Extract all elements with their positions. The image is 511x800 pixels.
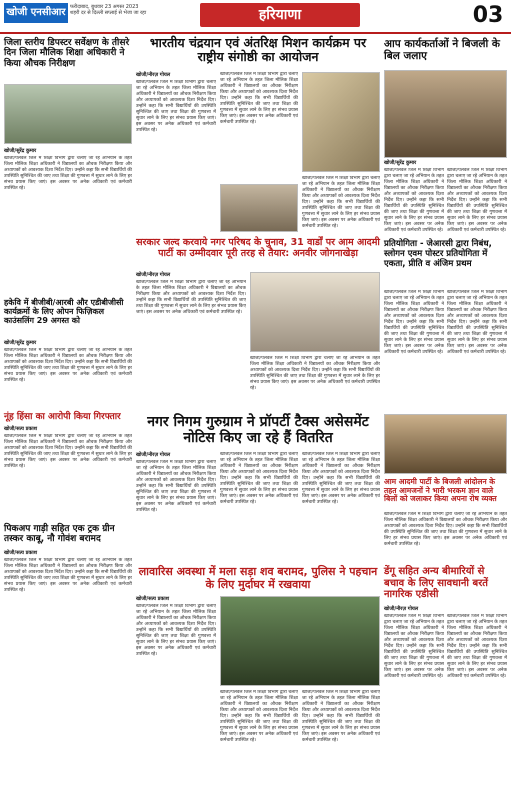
byline-a10: खोजी/सत्य प्रकाश	[4, 550, 38, 556]
byline-a4: खोजी/सुरेंद्र कुमार	[4, 340, 37, 346]
headline-a1: जिला स्तरीय डिपस्टर सर्वेक्षण के तीसरे दिन जिला मौलिक शिक्षा अधिकारी ने किया औचक निरीक्षण	[4, 38, 130, 69]
headline-a4: हकेवि में बीजीबी/आरबी और एडीबीजीसी कार्यक्रमों के लिए ओपन फिज़िकल काउंसलिंग 29 अगस्त को	[4, 298, 124, 326]
byline-a3: खोजी/सुरेंद्र कुमार	[384, 160, 417, 166]
headline-a11: लावारिस अवस्था में मला सड़ा शव बरामद, पुलिस ने पहचान के लिए मुर्दाघर में रखवाया	[138, 565, 378, 591]
photo-a2-stage	[220, 184, 298, 232]
newspaper-logo: खोजी एनसीआर	[4, 3, 68, 23]
photo-a11	[220, 596, 380, 686]
byline-a11: खोजी/सत्य प्रकाश	[136, 596, 170, 602]
headline-a9: आम आदमी पार्टी के बिजली आंदोलन के तहत आमजनों ने भारी भरकम ज्ञान वाले बिलों को जलाकर किया अपना रोष व्यक्त	[384, 477, 497, 504]
byline-a5: खोजी/नीरज़ गोयल	[136, 272, 171, 278]
body-a1: खोजी/पलवल जिले में शिक्षा विभाग द्वारा चलाए जा रहे अभियान के तहत जिला मौलिक शिक्षा अधिकारी ने विद्यालयों का औचक निरीक्षण किया और अध्यापकों को आवश्यक दिशा निर्देश दिए। उन्होंने कहा कि सभी विद्यार्थियों की उपस्थिति सुनिश्चित की जाए तथा शिक्षा की गुणवत्ता में सुधार लाने के लिए हर संभव प्रयास किए जाएं। इस अवसर पर अनेक अधिकारी एवं कर्मचारी उपस्थित रहे।	[4, 156, 132, 191]
byline-a2: खोजी/नीरज़ गोयल	[136, 72, 171, 78]
body-a5-col1: खोजी/पलवल जिले में शिक्षा विभाग द्वारा चलाए जा रहे अभियान के तहत जिला मौलिक शिक्षा अधिकारी ने विद्यालयों का औचक निरीक्षण किया और अध्यापकों को आवश्यक दिशा निर्देश दिए। उन्होंने कहा कि सभी विद्यार्थियों की उपस्थिति सुनिश्चित की जाए तथा शिक्षा की गुणवत्ता में सुधार लाने के लिए हर संभव प्रयास किए जाएं। इस अवसर पर अनेक अधिकारी एवं कर्मचारी उपस्थित रहे।	[136, 280, 246, 315]
dateline-text: फरीदाबाद, बुधवार 23 अगस्त 2023	[70, 4, 139, 10]
photo-a3	[384, 70, 507, 158]
headline-a2: भारतीय चंद्रयान एवं अंतरिक्ष मिशन कार्यक्रम पर राष्ट्रीय संगोष्ठी का आयोजन	[149, 35, 367, 65]
byline-a8: खोजी/नीरज़ गोयल	[136, 452, 171, 458]
photo-a2-group	[302, 72, 380, 172]
body-a10: खोजी/पलवल जिले में शिक्षा विभाग द्वारा चलाए जा रहे अभियान के तहत जिला मौलिक शिक्षा अधिकारी ने विद्यालयों का औचक निरीक्षण किया और अध्यापकों को आवश्यक दिशा निर्देश दिए। उन्होंने कहा कि सभी विद्यार्थियों की उपस्थिति सुनिश्चित की जाए तथा शिक्षा की गुणवत्ता में सुधार लाने के लिए हर संभव प्रयास किए जाएं। इस अवसर पर अनेक अधिकारी एवं कर्मचारी उपस्थित रहे।	[4, 558, 132, 593]
body-a7: खोजी/पलवल जिले में शिक्षा विभाग द्वारा चलाए जा रहे अभियान के तहत जिला मौलिक शिक्षा अधिकारी ने विद्यालयों का औचक निरीक्षण किया और अध्यापकों को आवश्यक दिशा निर्देश दिए। उन्होंने कहा कि सभी विद्यार्थियों की उपस्थिति सुनिश्चित की जाए तथा शिक्षा की गुणवत्ता में सुधार लाने के लिए हर संभव प्रयास किए जाएं। इस अवसर पर अनेक अधिकारी एवं कर्मचारी उपस्थित रहे।	[4, 434, 132, 469]
body-a12-col1: खोजी/पलवल जिले में शिक्षा विभाग द्वारा चलाए जा रहे अभियान के तहत जिला मौलिक शिक्षा अधिकारी ने विद्यालयों का औचक निरीक्षण किया और अध्यापकों को आवश्यक दिशा निर्देश दिए। उन्होंने कहा कि सभी विद्यार्थियों की उपस्थिति सुनिश्चित की जाए तथा शिक्षा की गुणवत्ता में सुधार लाने के लिए हर संभव प्रयास किए जाएं। इस अवसर पर अनेक अधिकारी एवं कर्मचारी उपस्थित रहे।	[384, 614, 444, 679]
page-number: 03	[468, 2, 508, 30]
body-a6-col2: खोजी/पलवल जिले में शिक्षा विभाग द्वारा चलाए जा रहे अभियान के तहत जिला मौलिक शिक्षा अधिकारी ने विद्यालयों का औचक निरीक्षण किया और अध्यापकों को आवश्यक दिशा निर्देश दिए। उन्होंने कहा कि सभी विद्यार्थियों की उपस्थिति सुनिश्चित की जाए तथा शिक्षा की गुणवत्ता में सुधार लाने के लिए हर संभव प्रयास किए जाएं। इस अवसर पर अनेक अधिकारी एवं कर्मचारी उपस्थित रहे।	[447, 290, 507, 355]
byline-a1: खोजी/सुरेंद्र कुमार	[4, 148, 37, 154]
body-a2-col2: खोजी/पलवल जिले में शिक्षा विभाग द्वारा चलाए जा रहे अभियान के तहत जिला मौलिक शिक्षा अधिकारी ने विद्यालयों का औचक निरीक्षण किया और अध्यापकों को आवश्यक दिशा निर्देश दिए। उन्होंने कहा कि सभी विद्यार्थियों की उपस्थिति सुनिश्चित की जाए तथा शिक्षा की गुणवत्ता में सुधार लाने के लिए हर संभव प्रयास किए जाएं। इस अवसर पर अनेक अधिकारी एवं कर्मचारी उपस्थित रहे।	[220, 72, 298, 125]
headline-a6: प्रतियोगिता - जेआरसी द्वारा निबंध, स्लोगन एवम पोस्टर प्रतियोगिता में एकता, प्रीति व अंजिम प्रथम	[384, 239, 492, 269]
body-a2-col3: खोजी/पलवल जिले में शिक्षा विभाग द्वारा चलाए जा रहे अभियान के तहत जिला मौलिक शिक्षा अधिकारी ने विद्यालयों का औचक निरीक्षण किया और अध्यापकों को आवश्यक दिशा निर्देश दिए। उन्होंने कहा कि सभी विद्यार्थियों की उपस्थिति सुनिश्चित की जाए तथा शिक्षा की गुणवत्ता में सुधार लाने के लिए हर संभव प्रयास किए जाएं। इस अवसर पर अनेक अधिकारी एवं कर्मचारी उपस्थित रहे।	[302, 176, 380, 229]
body-a2-col1: खोजी/पलवल जिले में शिक्षा विभाग द्वारा चलाए जा रहे अभियान के तहत जिला मौलिक शिक्षा अधिकारी ने विद्यालयों का औचक निरीक्षण किया और अध्यापकों को आवश्यक दिशा निर्देश दिए। उन्होंने कहा कि सभी विद्यार्थियों की उपस्थिति सुनिश्चित की जाए तथा शिक्षा की गुणवत्ता में सुधार लाने के लिए हर संभव प्रयास किए जाएं। इस अवसर पर अनेक अधिकारी एवं कर्मचारी उपस्थित रहे।	[136, 80, 216, 133]
body-a4: खोजी/पलवल जिले में शिक्षा विभाग द्वारा चलाए जा रहे अभियान के तहत जिला मौलिक शिक्षा अधिकारी ने विद्यालयों का औचक निरीक्षण किया और अध्यापकों को आवश्यक दिशा निर्देश दिए। उन्होंने कहा कि सभी विद्यार्थियों की उपस्थिति सुनिश्चित की जाए तथा शिक्षा की गुणवत्ता में सुधार लाने के लिए हर संभव प्रयास किए जाएं। इस अवसर पर अनेक अधिकारी एवं कर्मचारी उपस्थित रहे।	[4, 348, 132, 383]
body-a11-col1: खोजी/पलवल जिले में शिक्षा विभाग द्वारा चलाए जा रहे अभियान के तहत जिला मौलिक शिक्षा अधिकारी ने विद्यालयों का औचक निरीक्षण किया और अध्यापकों को आवश्यक दिशा निर्देश दिए। उन्होंने कहा कि सभी विद्यार्थियों की उपस्थिति सुनिश्चित की जाए तथा शिक्षा की गुणवत्ता में सुधार लाने के लिए हर संभव प्रयास किए जाएं। इस अवसर पर अनेक अधिकारी एवं कर्मचारी उपस्थित रहे।	[136, 604, 216, 657]
body-a6-col1: खोजी/पलवल जिले में शिक्षा विभाग द्वारा चलाए जा रहे अभियान के तहत जिला मौलिक शिक्षा अधिकारी ने विद्यालयों का औचक निरीक्षण किया और अध्यापकों को आवश्यक दिशा निर्देश दिए। उन्होंने कहा कि सभी विद्यार्थियों की उपस्थिति सुनिश्चित की जाए तथा शिक्षा की गुणवत्ता में सुधार लाने के लिए हर संभव प्रयास किए जाएं। इस अवसर पर अनेक अधिकारी एवं कर्मचारी उपस्थित रहे।	[384, 290, 444, 355]
body-a8-col1: खोजी/पलवल जिले में शिक्षा विभाग द्वारा चलाए जा रहे अभियान के तहत जिला मौलिक शिक्षा अधिकारी ने विद्यालयों का औचक निरीक्षण किया और अध्यापकों को आवश्यक दिशा निर्देश दिए। उन्होंने कहा कि सभी विद्यार्थियों की उपस्थिति सुनिश्चित की जाए तथा शिक्षा की गुणवत्ता में सुधार लाने के लिए हर संभव प्रयास किए जाएं। इस अवसर पर अनेक अधिकारी एवं कर्मचारी उपस्थित रहे।	[136, 460, 216, 513]
body-a8-col3: खोजी/पलवल जिले में शिक्षा विभाग द्वारा चलाए जा रहे अभियान के तहत जिला मौलिक शिक्षा अधिकारी ने विद्यालयों का औचक निरीक्षण किया और अध्यापकों को आवश्यक दिशा निर्देश दिए। उन्होंने कहा कि सभी विद्यार्थियों की उपस्थिति सुनिश्चित की जाए तथा शिक्षा की गुणवत्ता में सुधार लाने के लिए हर संभव प्रयास किए जाएं। इस अवसर पर अनेक अधिकारी एवं कर्मचारी उपस्थित रहे।	[302, 452, 380, 505]
headline-a8: नगर निगम गुरुग्राम ने प्रॉपर्टी टैक्स असेसमेंट नोटिस किए जा रहे हैं वितरित	[147, 414, 369, 447]
headline-a5: सरकार जल्द करवाये नगर परिषद के चुनाव, 31 वार्डों पर आम आदमी पार्टी का उम्मीदवार पूरी तरह से तैयार: अनवीर जोगनाखेड़ा	[136, 237, 380, 259]
photo-a9	[384, 414, 507, 474]
byline-a12: खोजी/नीरज़ गोयल	[384, 606, 419, 612]
photo-a1	[4, 84, 132, 144]
body-a3-col2: खोजी/पलवल जिले में शिक्षा विभाग द्वारा चलाए जा रहे अभियान के तहत जिला मौलिक शिक्षा अधिकारी ने विद्यालयों का औचक निरीक्षण किया और अध्यापकों को आवश्यक दिशा निर्देश दिए। उन्होंने कहा कि सभी विद्यार्थियों की उपस्थिति सुनिश्चित की जाए तथा शिक्षा की गुणवत्ता में सुधार लाने के लिए हर संभव प्रयास किए जाएं। इस अवसर पर अनेक अधिकारी एवं कर्मचारी उपस्थित रहे।	[447, 168, 507, 233]
masthead-bar	[0, 0, 511, 34]
body-a9: खोजी/पलवल जिले में शिक्षा विभाग द्वारा चलाए जा रहे अभियान के तहत जिला मौलिक शिक्षा अधिकारी ने विद्यालयों का औचक निरीक्षण किया और अध्यापकों को आवश्यक दिशा निर्देश दिए। उन्होंने कहा कि सभी विद्यार्थियों की उपस्थिति सुनिश्चित की जाए तथा शिक्षा की गुणवत्ता में सुधार लाने के लिए हर संभव प्रयास किए जाएं। इस अवसर पर अनेक अधिकारी एवं कर्मचारी उपस्थित रहे।	[384, 512, 507, 547]
body-a12-col2: खोजी/पलवल जिले में शिक्षा विभाग द्वारा चलाए जा रहे अभियान के तहत जिला मौलिक शिक्षा अधिकारी ने विद्यालयों का औचक निरीक्षण किया और अध्यापकों को आवश्यक दिशा निर्देश दिए। उन्होंने कहा कि सभी विद्यार्थियों की उपस्थिति सुनिश्चित की जाए तथा शिक्षा की गुणवत्ता में सुधार लाने के लिए हर संभव प्रयास किए जाएं। इस अवसर पर अनेक अधिकारी एवं कर्मचारी उपस्थित रहे।	[447, 614, 507, 679]
byline-a7: खोजी/सत्य प्रकाश	[4, 426, 38, 432]
body-a5-col2: खोजी/पलवल जिले में शिक्षा विभाग द्वारा चलाए जा रहे अभियान के तहत जिला मौलिक शिक्षा अधिकारी ने विद्यालयों का औचक निरीक्षण किया और अध्यापकों को आवश्यक दिशा निर्देश दिए। उन्होंने कहा कि सभी विद्यार्थियों की उपस्थिति सुनिश्चित की जाए तथा शिक्षा की गुणवत्ता में सुधार लाने के लिए हर संभव प्रयास किए जाएं। इस अवसर पर अनेक अधिकारी एवं कर्मचारी उपस्थित रहे।	[250, 356, 380, 391]
headline-a7: नूंह हिंसा का आरोपी किया गिरफ्तार	[4, 412, 121, 422]
headline-a3: आप कार्यकर्ताओं ने बिजली के बिल जलाए	[384, 38, 500, 63]
dateline	[70, 4, 146, 16]
body-a8-col2: खोजी/पलवल जिले में शिक्षा विभाग द्वारा चलाए जा रहे अभियान के तहत जिला मौलिक शिक्षा अधिकारी ने विद्यालयों का औचक निरीक्षण किया और अध्यापकों को आवश्यक दिशा निर्देश दिए। उन्होंने कहा कि सभी विद्यार्थियों की उपस्थिति सुनिश्चित की जाए तथा शिक्षा की गुणवत्ता में सुधार लाने के लिए हर संभव प्रयास किए जाएं। इस अवसर पर अनेक अधिकारी एवं कर्मचारी उपस्थित रहे।	[220, 452, 298, 505]
section-title: हरियाणा	[200, 3, 360, 27]
body-a11-col2: खोजी/पलवल जिले में शिक्षा विभाग द्वारा चलाए जा रहे अभियान के तहत जिला मौलिक शिक्षा अधिकारी ने विद्यालयों का औचक निरीक्षण किया और अध्यापकों को आवश्यक दिशा निर्देश दिए। उन्होंने कहा कि सभी विद्यार्थियों की उपस्थिति सुनिश्चित की जाए तथा शिक्षा की गुणवत्ता में सुधार लाने के लिए हर संभव प्रयास किए जाएं। इस अवसर पर अनेक अधिकारी एवं कर्मचारी उपस्थित रहे।	[220, 690, 298, 743]
dateline-subtext: शहरी दर से दिल्ली सप्लाई से भेजा जा रहा	[70, 10, 147, 16]
body-a3-col1: खोजी/पलवल जिले में शिक्षा विभाग द्वारा चलाए जा रहे अभियान के तहत जिला मौलिक शिक्षा अधिकारी ने विद्यालयों का औचक निरीक्षण किया और अध्यापकों को आवश्यक दिशा निर्देश दिए। उन्होंने कहा कि सभी विद्यार्थियों की उपस्थिति सुनिश्चित की जाए तथा शिक्षा की गुणवत्ता में सुधार लाने के लिए हर संभव प्रयास किए जाएं। इस अवसर पर अनेक अधिकारी एवं कर्मचारी उपस्थित रहे।	[384, 168, 444, 233]
photo-a5	[250, 272, 380, 352]
body-a11-col3: खोजी/पलवल जिले में शिक्षा विभाग द्वारा चलाए जा रहे अभियान के तहत जिला मौलिक शिक्षा अधिकारी ने विद्यालयों का औचक निरीक्षण किया और अध्यापकों को आवश्यक दिशा निर्देश दिए। उन्होंने कहा कि सभी विद्यार्थियों की उपस्थिति सुनिश्चित की जाए तथा शिक्षा की गुणवत्ता में सुधार लाने के लिए हर संभव प्रयास किए जाएं। इस अवसर पर अनेक अधिकारी एवं कर्मचारी उपस्थित रहे।	[302, 690, 380, 743]
headline-a12: डेंगू सहित अन्य बीमारियों से बचाव के लिए सावधानी बरतें नागरिक एडीसी	[384, 566, 489, 600]
headline-a10: पिकअप गाड़ी सहित एक ट्रक ग्रीन तस्कर काबू, नौ गोवंश बरामद	[4, 524, 115, 545]
